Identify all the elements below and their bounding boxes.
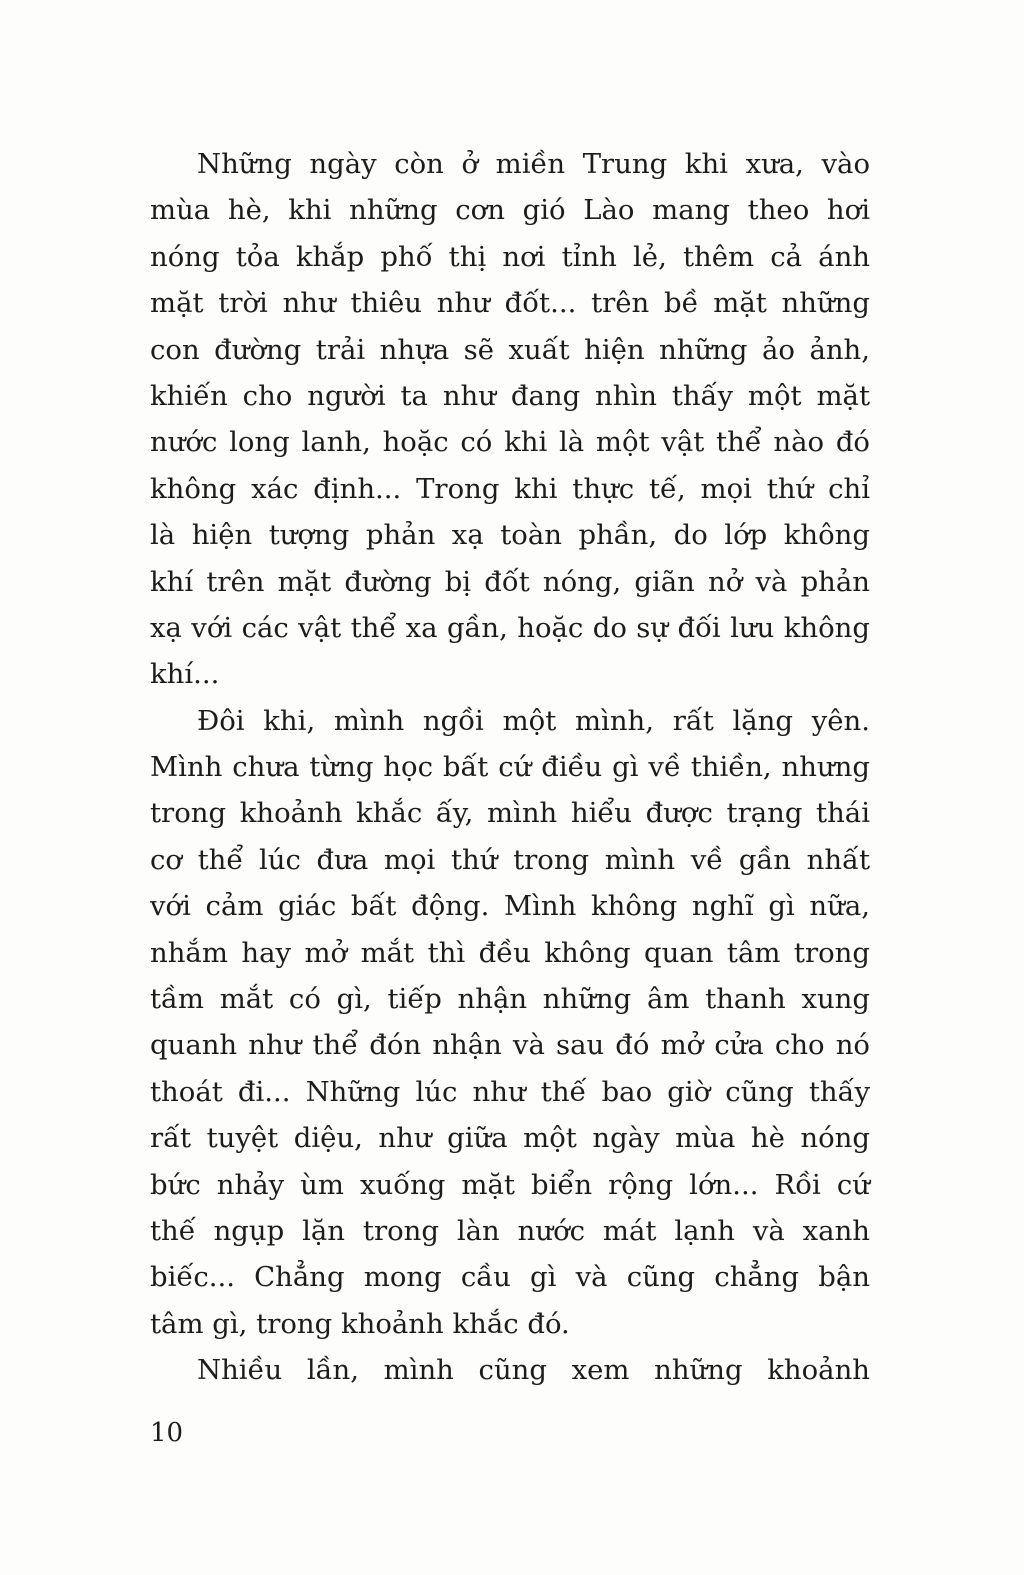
paragraph-2-line-12: thế ngụp lặn trong làn nước mát lạnh và xanh: [150, 1214, 870, 1247]
paragraph-2-line-11: bức nhảy ùm xuống mặt biển rộng lớn... Rồi cứ: [150, 1168, 870, 1201]
paragraph-2-line-10: rất tuyệt diệu, như giữa một ngày mùa hè nóng: [150, 1122, 870, 1155]
paragraph-1-line-6: khiến cho người ta như đang nhìn thấy một mặt: [150, 379, 870, 412]
paragraph-2-line-4: cơ thể lúc đưa mọi thứ trong mình về gần nhất: [150, 843, 870, 876]
paragraph-2-line-8: quanh như thể đón nhận và sau đó mở cửa cho nó: [150, 1029, 870, 1062]
paragraph-1-line-10: khí trên mặt đường bị đốt nóng, giãn nở và phản: [150, 565, 870, 598]
paragraph-2-line-9: thoát đi... Những lúc như thế bao giờ cũng thấy: [150, 1075, 870, 1108]
paragraph-2-line-5: với cảm giác bất động. Mình không nghĩ gì nữa,: [150, 890, 870, 923]
paragraph-2-line-14: tâm gì, trong khoảnh khắc đó.: [150, 1307, 570, 1340]
page-number: 10: [150, 1418, 184, 1448]
paragraph-1-line-5: con đường trải nhựa sẽ xuất hiện những ảo ảnh,: [150, 333, 870, 366]
paragraph-2-line-13: biếc... Chẳng mong cầu gì và cũng chẳng bận: [150, 1261, 870, 1294]
paragraph-2-line-3: trong khoảnh khắc ấy, mình hiểu được trạng thái: [150, 797, 870, 830]
paragraph-3-line-1: Nhiều lần, mình cũng xem những khoảnh: [197, 1354, 870, 1387]
paragraph-1-line-2: mùa hè, khi những cơn gió Lào mang theo hơi: [150, 194, 870, 227]
paragraph-1-line-11: xạ với các vật thể xa gần, hoặc do sự đối lưu không: [150, 611, 870, 644]
paragraph-1-line-1: Những ngày còn ở miền Trung khi xưa, vào: [197, 148, 870, 180]
body-text: [150, 141, 870, 1394]
paragraph-1-line-7: nước long lanh, hoặc có khi là một vật thể nào đó: [150, 426, 870, 459]
paragraph-1-line-9: là hiện tượng phản xạ toàn phần, do lớp không: [150, 519, 870, 552]
paragraph-2-line-7: tầm mắt có gì, tiếp nhận những âm thanh xung: [150, 983, 870, 1016]
paragraph-2-line-2: Mình chưa từng học bất cứ điều gì về thiền, nhưng: [150, 751, 870, 784]
paragraph-1-line-3: nóng tỏa khắp phố thị nơi tỉnh lẻ, thêm cả ánh: [150, 240, 870, 273]
paragraph-2-line-1: Đôi khi, mình ngồi một mình, rất lặng yên.: [197, 704, 870, 737]
paragraph-2-line-6: nhắm hay mở mắt thì đều không quan tâm trong: [150, 936, 870, 969]
paragraph-1-line-4: mặt trời như thiêu như đốt... trên bề mặt những: [150, 287, 870, 320]
paragraph-1-line-12: khí...: [150, 658, 220, 691]
paragraph-1-line-8: không xác định... Trong khi thực tế, mọi thứ chỉ: [150, 472, 870, 505]
